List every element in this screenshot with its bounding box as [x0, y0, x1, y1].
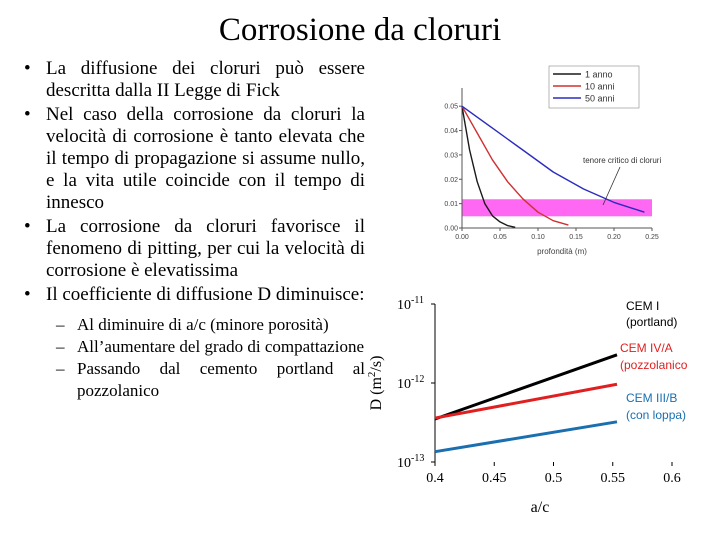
bullet-dot: •: [24, 284, 31, 305]
y-tick-label: 0.03: [444, 152, 458, 160]
x-tick-label: 0.25: [645, 234, 659, 241]
sub-bullet-text: Al diminuire di a/c (minore porosità): [77, 315, 329, 334]
bullet-dot: •: [24, 58, 31, 79]
bullet-text: Il coefficiente di diffusione D diminuisce:: [46, 284, 365, 305]
x-tick-label: 0.45: [482, 471, 507, 486]
bullet-text: La diffusione dei cloruri può essere descritta dalla II Legge di Fick: [46, 58, 365, 101]
x-axis-title: profondità (m): [537, 247, 587, 256]
series-label: (pozzolanico: [620, 358, 688, 372]
legend-label: 1 anno: [585, 69, 613, 80]
series-label: CEM IV/A: [620, 341, 673, 355]
y-tick-label: $10^{-13}$: [397, 453, 425, 471]
x-tick-label: 0.55: [600, 471, 625, 486]
series-label: (portland): [626, 315, 678, 329]
series-line: [435, 422, 617, 452]
x-tick-label: 0.15: [569, 234, 583, 241]
y-tick-label: 0.05: [444, 103, 458, 111]
legend-label: 10 anni: [585, 81, 615, 92]
sub-bullet-text: All’aumentare del grado di compattazione: [77, 337, 364, 356]
series-line: [435, 355, 617, 419]
series-label: CEM I: [626, 299, 660, 313]
y-axis-title: D $(m^2/s)$: [366, 355, 385, 411]
x-tick-label: 0.05: [493, 234, 507, 241]
y-tick-label: 0.00: [444, 225, 458, 233]
x-tick-label: 0.00: [455, 234, 469, 241]
y-tick-label: $10^{-11}$: [397, 295, 424, 313]
bullet-dot: •: [24, 104, 31, 125]
x-tick-label: 0.10: [531, 234, 545, 241]
y-tick-label: 0.04: [444, 128, 458, 136]
series-label: (con loppa): [626, 408, 687, 422]
bullet-text: Nel caso della corrosione da cloruri la velocità di corrosione è tanto elevata che il tempo di propagazione si assume nullo, e la vita utile coincide con il tempo di innesco: [46, 104, 365, 213]
sub-bullet-dash: –: [56, 359, 65, 378]
sub-bullet-text: Passando dal cemento portland al pozzolanico: [77, 359, 365, 400]
threshold-label: tenore critico di cloruri: [583, 156, 662, 165]
x-tick-label: 0.4: [426, 471, 444, 486]
bullet-dot: •: [24, 216, 31, 237]
y-tick-label: 0.02: [444, 176, 458, 184]
x-axis-title: a/c: [530, 499, 550, 516]
y-tick-label: 0.01: [444, 201, 458, 209]
legend-label: 50 anni: [585, 93, 615, 104]
x-tick-label: 0.6: [663, 471, 681, 486]
sub-bullet-dash: –: [56, 337, 65, 356]
bullet-text: La corrosione da cloruri favorisce il fenomeno di pitting, per cui la velocità di corrosione è elevatissima: [46, 216, 365, 281]
series-label: CEM III/B: [626, 391, 678, 405]
y-tick-label: $10^{-12}$: [397, 374, 425, 392]
series-line: [435, 384, 617, 418]
sub-bullet-dash: –: [56, 315, 65, 334]
slide-title: Corrosione da cloruri: [218, 12, 502, 48]
x-tick-label: 0.20: [607, 234, 621, 241]
x-tick-label: 0.5: [544, 471, 563, 486]
